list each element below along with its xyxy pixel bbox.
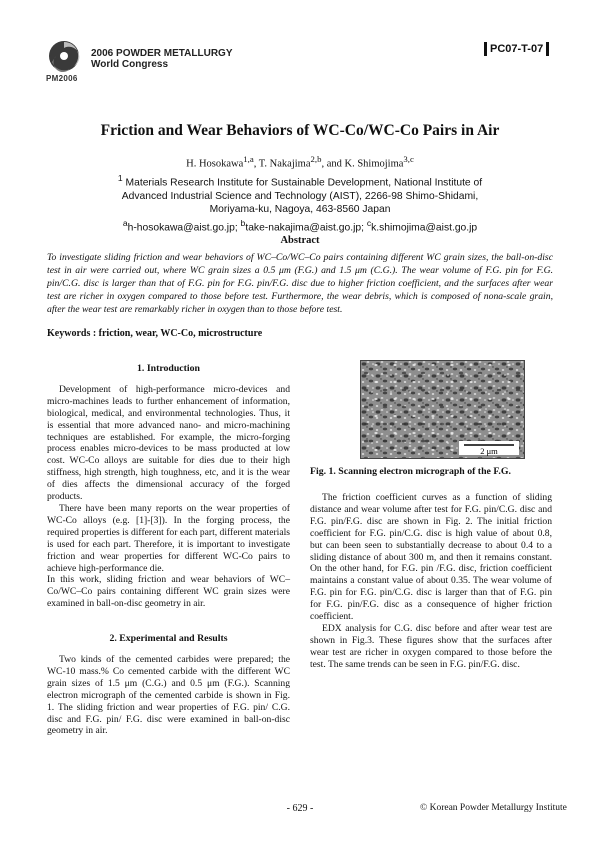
email-b[interactable]: take-nakajima@aist.go.jp xyxy=(245,222,362,234)
author-2: T. Nakajima xyxy=(258,158,311,170)
affiliation xyxy=(60,172,540,235)
affiliation-line3: Moriyama-ku, Nagoya, 463-8560 Japan xyxy=(209,204,391,216)
results-paragraph-1: The friction coefficient curves as a function of sliding distance and wear volume after test for F.G. pin/C.G. disc and F.G. pin/F.G. disc are shown in Fig. 2. The initial friction coefficient for F.G. pin/C.G. disc is high value of about 0.8, but can been seen to substantially decrease to about 0.4 to a sliding distance of about 300 m, and then it remains constant. On the other hand, for F.G. pin /F.G. disc, friction coefficient maintains a constant value of about 0.35. The wear volume of F.G. pin for F.G. pin/C.G. disc is larger than that of F.G. pin for F.G. pin/F.G. disc as a consequence of higher friction coefficient. xyxy=(310,492,552,623)
conference-line2: World Congress xyxy=(91,59,169,70)
code-bar-left xyxy=(484,42,487,56)
sem-micrograph xyxy=(360,360,525,459)
email-c[interactable]: k.shimojima@aist.go.jp xyxy=(371,222,478,234)
email-c-sup: c xyxy=(366,217,372,228)
paper-title: Friction and Wear Behaviors of WC-Co/WC-Co Pairs in Air xyxy=(100,122,500,139)
author-sep: , and xyxy=(321,158,345,170)
experimental-heading: 2. Experimental and Results xyxy=(109,633,228,645)
affiliation-sup: 1 xyxy=(117,173,123,183)
figure-caption: Fig. 1. Scanning electron micrograph of the F.G. xyxy=(310,466,511,477)
intro-paragraph-2: There have been many reports on the wear properties of WC-Co alloys (e.g. [1]-[3]). In the forging process, the required properties is different for each part, different materials is used for each part. Therefore, it is important to investigate friction and wear properties for different WC-Co pairs to achieve high-performance die. xyxy=(47,502,290,574)
keywords: Keywords : friction, wear, WC-Co, microstructure xyxy=(47,328,263,339)
email-b-sup: b xyxy=(240,217,246,228)
right-column xyxy=(310,492,552,671)
conference-name xyxy=(91,48,233,70)
experimental-paragraph-1: Two kinds of the cemented carbides were prepared; the WC-10 mass.% Co cemented carbide with the different WC grain sizes of 1.5 μm (C.G.) and 0.5 μm (F.G.). Scanning electron micrograph of the cemented carbide is shown in Fig. 1. The sliding friction and wear properties of F.G. pin/ C.G. disc and F.G. pin/ F.G. disc were examined in ball-on-disc geometry in air. xyxy=(47,654,290,737)
author-1: H. Hosokawa xyxy=(186,158,244,170)
author-3-sup: 3,c xyxy=(403,154,414,164)
copyright: © Korean Powder Metallurgy Institute xyxy=(420,803,567,813)
swirl-logo-icon xyxy=(44,38,84,78)
intro-paragraph-1: Development of high-performance micro-devices and micro-machines leads to further enhancement of information, biological, medical, and environmental technologies. Thus, it is essential that more advanced nano- and micro-machining techniques are established. For example, the micro-forging process enables micro-devices to be mass producted at low cost. WC-Co alloys are suitable for dies due to their high stiffness, high strength, high toughness, etc, and it is the wear of dies affects the dimensional accuracy of the forged products. xyxy=(47,383,290,503)
author-list: H. Hosokawa$^{1,a}$, T. Nakajima$^{2,b}$, and K. Shimojima$^{3,c}$ xyxy=(186,154,414,170)
sem-texture xyxy=(361,361,524,458)
scale-label: 2 μm xyxy=(480,446,498,456)
intro-paragraph-3: In this work, sliding friction and wear behaviors of WC–Co/WC–Co pairs containing different WC grain sizes were examined in ball-on-disc geometry in air. xyxy=(47,574,290,610)
affiliation-line2: Advanced Industrial Science and Technology (AIST), 2266-98 Shimo-Shidami, xyxy=(121,190,479,202)
paper-code xyxy=(484,42,549,56)
logo-text: PM2006 xyxy=(46,74,78,83)
email-a[interactable]: h-hosokawa@aist.go.jp xyxy=(127,222,235,234)
author-1-sup: 1,a xyxy=(243,154,254,164)
email-line: $^a$h-hosokawa@aist.go.jp; $^b$take-nakajima@aist.go.jp; $^c$k.shimojima@aist.go.jp xyxy=(122,217,478,234)
conference-line1: 2006 POWDER METALLURGY xyxy=(91,48,233,59)
author-3: K. Shimojima xyxy=(344,158,404,170)
intro-heading: 1. Introduction xyxy=(137,363,200,374)
paper-code-text: PC07-T-07 xyxy=(490,43,544,55)
abstract-heading: Abstract xyxy=(280,235,320,246)
code-bar-right xyxy=(546,42,549,56)
left-column xyxy=(47,363,290,737)
results-paragraph-2: EDX analysis for C.G. disc before and after wear test are shown in Fig.3. These figures show that the surfaces after wear test are richer in oxygen compared to those before the test. The same trends can be seen in F.G. pin/F.G. disc. xyxy=(310,622,552,670)
author-2-sup: 2,b xyxy=(310,154,322,164)
page-number: - 629 - xyxy=(286,803,314,814)
affiliation-line1: Materials Research Institute for Sustainable Development, National Institute of xyxy=(122,177,483,189)
email-a-sup: a xyxy=(122,217,128,228)
abstract-text: To investigate sliding friction and wear behaviors of WC–Co/WC–Co pairs containing different WC grain sizes, the ball-on-disc test in air were carried out, where WC grain sizes a 0.5 μm (F.G.) and 1.5 μm (C.G.). The wear volume of F.G. pin for F.G. pin/C.G. disc is larger than that of F.G. pin for F.G. pin/F.G. disc due to higher friction coefficient, and the surfaces after wear test are richer in oxygen compared to those before test. Furthermore, the wear debris, which is composed of nona-scale grain, after the wear test are remarkably richer in oxygen than to those before test. xyxy=(47,252,553,316)
conference-logo xyxy=(44,38,84,78)
